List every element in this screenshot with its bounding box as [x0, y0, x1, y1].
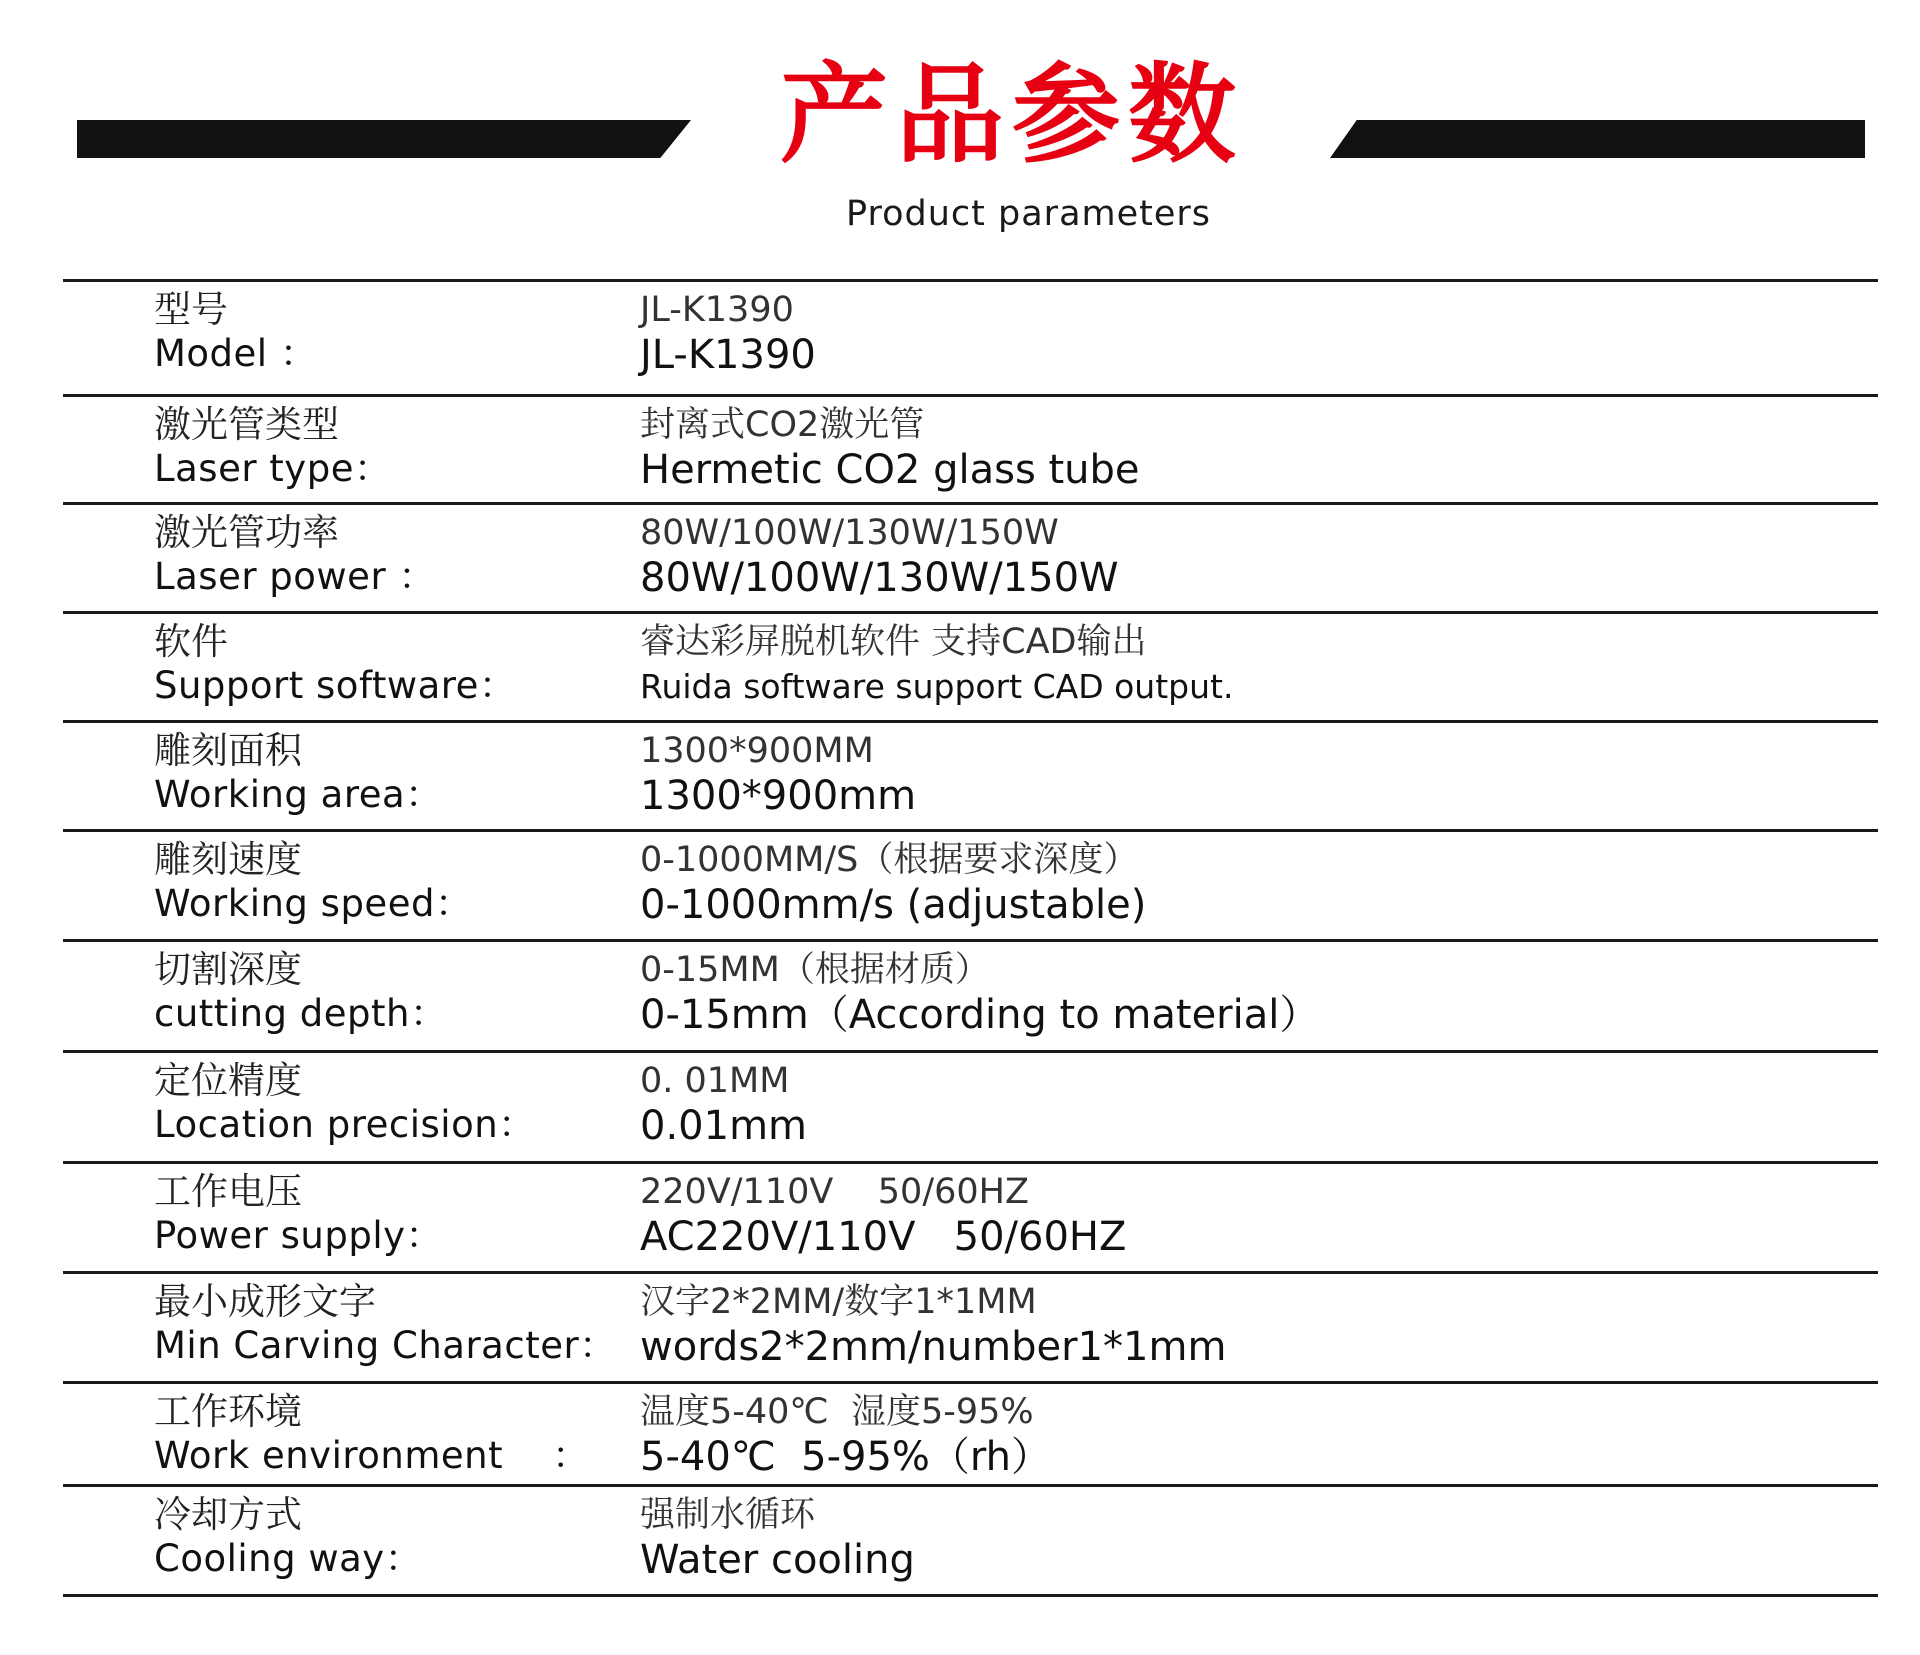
param-value [640, 403, 1140, 493]
param-value [640, 1280, 1226, 1370]
label-cn: 软件 [154, 620, 228, 663]
label-en: Min Carving Character： [154, 1324, 617, 1367]
param-value [640, 1059, 807, 1149]
value-cn: 强制水循环 [640, 1495, 816, 1535]
label-en: cutting depth： [154, 992, 448, 1035]
param-row-work-environment [63, 1384, 1878, 1487]
label-cn: 定位精度 [154, 1059, 302, 1102]
value-en: Hermetic CO2 glass tube [640, 447, 1140, 493]
param-row-laser-type [63, 397, 1878, 505]
param-value [640, 288, 816, 378]
param-row-model [63, 282, 1878, 397]
value-cn: 封离式CO2激光管 [640, 405, 925, 445]
value-cn: 睿达彩屏脱机软件 支持CAD输出 [640, 622, 1147, 662]
value-cn: 0-1000MM/S（根据要求深度） [640, 840, 1139, 880]
param-value [640, 620, 1233, 710]
value-cn: 温度5-40℃ 湿度5-95% [640, 1392, 1034, 1432]
param-row-cutting-depth [63, 942, 1878, 1053]
label-en: Model ： [154, 332, 318, 375]
param-value [640, 1493, 915, 1583]
page-subtitle: Product parameters [846, 194, 1212, 234]
label-cn: 冷却方式 [154, 1493, 302, 1536]
value-cn: 汉字2*2MM/数字1*1MM [640, 1282, 1037, 1322]
value-cn: 80W/100W/130W/150W [640, 513, 1059, 553]
value-en: JL-K1390 [640, 332, 816, 378]
param-value [640, 838, 1146, 928]
param-value [640, 729, 916, 819]
label-en: Location precision： [154, 1103, 536, 1146]
param-label [154, 403, 391, 491]
parameter-table [63, 279, 1878, 1597]
label-cn: 切割深度 [154, 948, 302, 991]
param-value [640, 1390, 1051, 1480]
label-cn: 激光管类型 [154, 403, 339, 446]
label-cn: 最小成形文字 [154, 1280, 376, 1323]
label-cn: 雕刻面积 [154, 729, 302, 772]
param-value [640, 511, 1119, 601]
param-label [154, 1170, 443, 1258]
param-label [154, 620, 516, 708]
param-value [640, 1170, 1126, 1260]
value-en: AC220V/110V 50/60HZ [640, 1214, 1127, 1260]
label-cn: 雕刻速度 [154, 838, 302, 881]
param-row-working-speed [63, 832, 1878, 942]
header-bar-right [1330, 120, 1865, 158]
param-row-min-character [63, 1274, 1878, 1384]
param-label [154, 948, 447, 1036]
param-label [154, 1493, 422, 1581]
value-cn: JL-K1390 [640, 290, 794, 330]
value-en: Ruida software support CAD output. [640, 667, 1234, 706]
param-label [154, 1059, 536, 1147]
value-cn: 0. 01MM [640, 1061, 790, 1101]
value-en: 5-40℃ 5-95%（rh） [640, 1434, 1052, 1480]
param-label [154, 1390, 590, 1478]
label-cn: 型号 [154, 288, 228, 331]
label-en: Power supply： [154, 1214, 444, 1257]
param-label [154, 729, 443, 817]
label-en: Working area： [154, 773, 443, 816]
label-cn: 工作电压 [154, 1170, 302, 1213]
label-en: Laser power ： [154, 555, 436, 598]
param-label [154, 511, 436, 599]
label-en: Laser type： [154, 447, 392, 490]
label-en: Work environment ： [154, 1434, 590, 1477]
value-en: 0.01mm [640, 1103, 807, 1149]
header-bar-left [77, 120, 691, 158]
value-en: 1300*900mm [640, 773, 917, 819]
param-row-cooling-way [63, 1487, 1878, 1597]
value-cn: 0-15MM（根据材质） [640, 950, 990, 990]
value-en: 0-1000mm/s (adjustable) [640, 882, 1147, 928]
value-en: words2*2mm/number1*1mm [640, 1324, 1227, 1370]
value-en: 80W/100W/130W/150W [640, 555, 1119, 601]
param-label [154, 1280, 617, 1368]
value-cn: 1300*900MM [640, 731, 874, 771]
param-value [640, 948, 1319, 1038]
page-title: 产品参数 [780, 53, 1245, 178]
label-en: Cooling way： [154, 1537, 423, 1580]
label-en: Working speed： [154, 882, 473, 925]
value-cn: 220V/110V 50/60HZ [640, 1172, 1029, 1212]
param-row-working-area [63, 723, 1878, 832]
param-row-location-precision [63, 1053, 1878, 1164]
param-row-power-supply [63, 1164, 1878, 1274]
param-label [154, 288, 317, 376]
label-cn: 激光管功率 [154, 511, 339, 554]
param-row-laser-power [63, 505, 1878, 614]
value-en: 0-15mm（According to material） [640, 992, 1320, 1038]
value-en: Water cooling [640, 1537, 915, 1583]
param-row-software [63, 614, 1878, 723]
label-en: Support software： [154, 664, 517, 707]
label-cn: 工作环境 [154, 1390, 302, 1433]
param-label [154, 838, 472, 926]
